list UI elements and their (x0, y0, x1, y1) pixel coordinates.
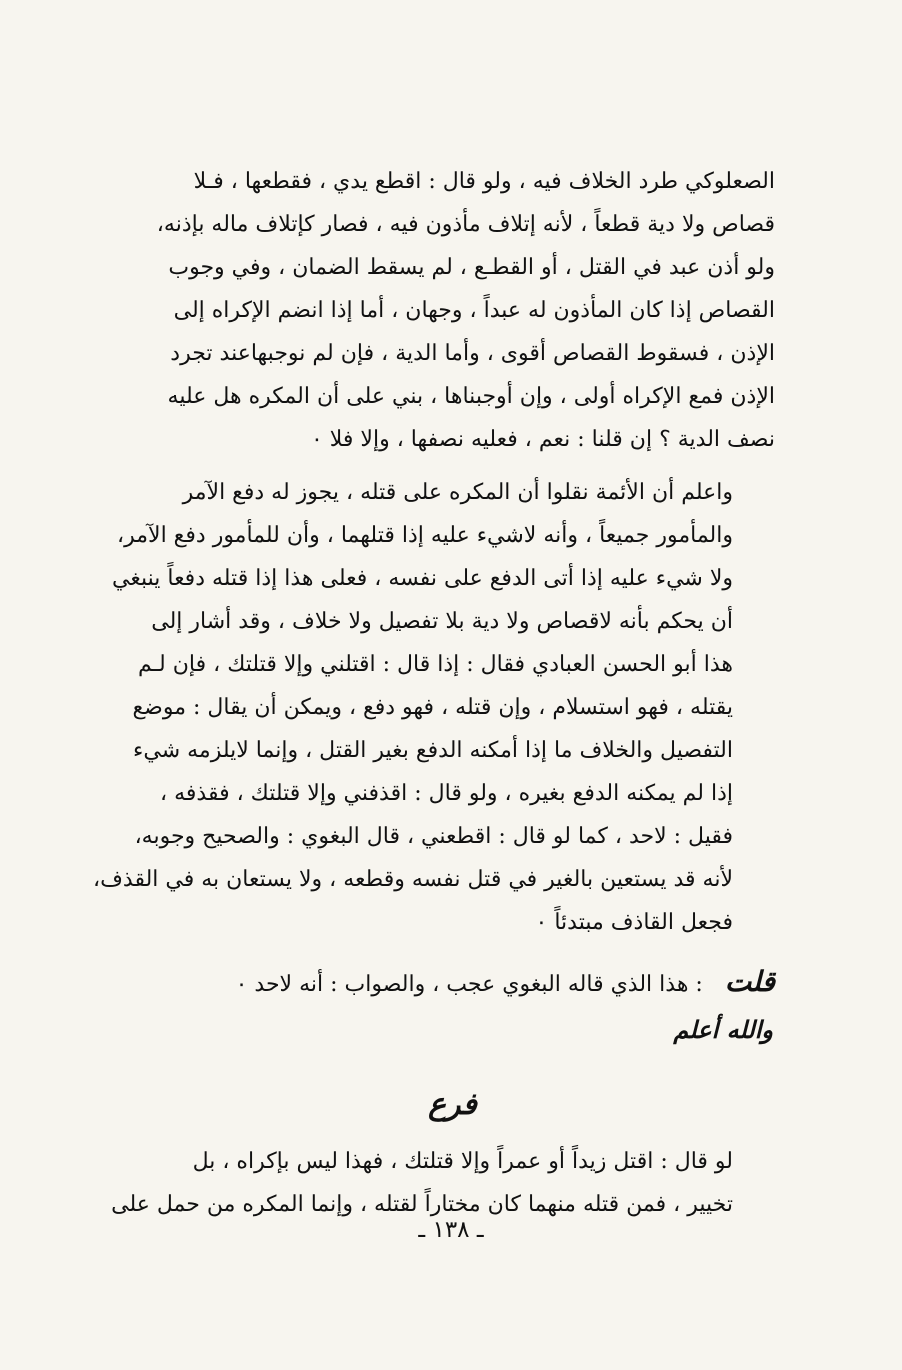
text-line: ولا شيء عليه إذا أتى الدفع على نفسه ، فعلى هذا إذا قتله دفعاً ينبغي (112, 566, 733, 591)
text-line: الإذن فمع الإكراه أولى ، وإن أوجبناها ، بني على أن المكره هل عليه (167, 384, 775, 409)
text-line: هذا أبو الحسن العبادي فقال : إذا قال : اقتلني وإلا قتلتك ، فإن لـم (137, 652, 733, 677)
text-line: قصاص ولا دية قطعاً ، لأنه إتلاف مأذون فيه ، فصار كإتلاف ماله بإذنه، (156, 212, 775, 237)
text-line: القصاص إذا كان المأذون له عبداً ، وجهان ، أما إذا انضم الإكراه إلى (173, 298, 775, 323)
paragraph-2 (93, 471, 775, 944)
text-line: نصف الدية ؟ إن قلنا : نعم ، فعليه نصفها ، وإلا فلا ٠ (310, 427, 775, 452)
note-row (130, 960, 775, 1006)
text-line: فقيل : لاحد ، كما لو قال : اقطعني ، قال البغوي : والصحيح وجوبه، (134, 824, 733, 849)
text-line: الإذن ، فسقوط القصاص أقوى ، وأما الدية ، فإن لم نوجبهاعند تجرد (170, 341, 775, 366)
text-line: لأنه قد يستعين بالغير في قتل نفسه وقطعه ، ولا يستعان به في القذف، (93, 867, 733, 892)
text-line: ولو أذن عبد في القتل ، أو القطـع ، لم يسقط الضمان ، وفي وجوب (168, 255, 775, 280)
text-line: يقتله ، فهو استسلام ، وإن قتله ، فهو دفع ، ويمكن أن يقال : موضع (132, 695, 733, 720)
author-note (130, 960, 775, 1051)
text-line: الصعلوكي طرد الخلاف فيه ، ولو قال : اقطع يدي ، فقطعها ، فـلا (193, 169, 775, 194)
section-heading: فرع (428, 1087, 477, 1122)
text-line: فجعل القاذف مبتدئاً ٠ (535, 910, 733, 935)
page-number: ـ ١٣٨ ـ (418, 1217, 484, 1243)
text-line: التفصيل والخلاف ما إذا أمكنه الدفع بغير القتل ، وإنما لايلزمه شيء (133, 738, 733, 763)
section-paragraph (111, 1140, 775, 1226)
paragraph-1 (130, 160, 775, 461)
text-line: تخيير ، فمن قتله منهما كان مختاراً لقتله ، وإنما المكره من حمل على (111, 1192, 733, 1217)
text-line: واعلم أن الأئمة نقلوا أن المكره على قتله ، يجوز له دفع الآمر (182, 480, 733, 505)
handwritten-annotation: والله أعلم (673, 1015, 773, 1044)
note-label: قلت (724, 965, 775, 998)
text-line: لو قال : اقتل زيداً أو عمراً وإلا قتلتك ، فهذا ليس بإكراه ، بل (192, 1149, 733, 1174)
note-text: : هذا الذي قاله البغوي عجب ، والصواب : أنه لاحد ٠ (235, 972, 703, 997)
text-line: أن يحكم بأنه لاقصاص ولا دية بلا تفصيل ولا خلاف ، وقد أشار إلى (151, 609, 733, 634)
page-body (93, 160, 775, 1226)
text-line: والمأمور جميعاً ، وأنه لاشيء عليه إذا قتلهما ، وأن للمأمور دفع الآمر، (117, 523, 733, 548)
text-line: إذا لم يمكنه الدفع بغيره ، ولو قال : اقذفني وإلا قتلتك ، فقذفه ، (159, 781, 733, 806)
